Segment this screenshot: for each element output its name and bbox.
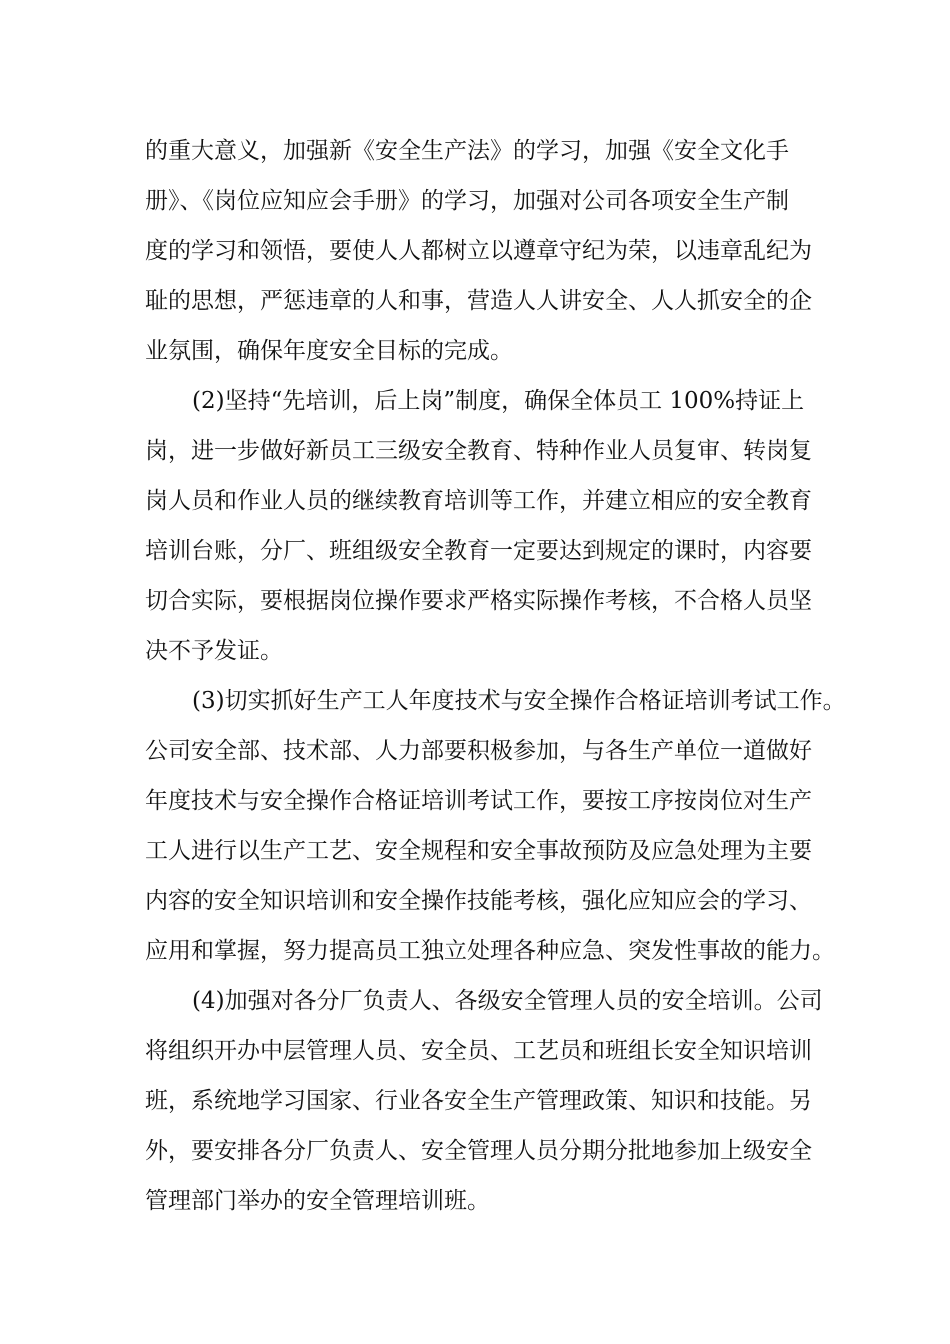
text-line: 度的学习和领悟，要使人人都树立以遵章守纪为荣，以违章乱纪为 <box>145 238 812 264</box>
paragraph-4-first-line: (4)加强对各分厂负责人、各级安全管理人员的安全培训。公司 <box>192 988 823 1014</box>
text-line: 岗，进一步做好新员工三级安全教育、特种作业人员复审、转岗复 <box>145 438 812 464</box>
text-line: 工人进行以生产工艺、安全规程和安全事故预防及应急处理为主要 <box>145 838 812 864</box>
text-line: 决不予发证。 <box>145 638 283 664</box>
text-line: 公司安全部、技术部、人力部要积极参加，与各生产单位一道做好 <box>145 738 812 764</box>
paragraph-3-first-line: (3)切实抓好生产工人年度技术与安全操作合格证培训考试工作。 <box>192 688 846 714</box>
text-line: 内容的安全知识培训和安全操作技能考核，强化应知应会的学习、 <box>145 888 812 914</box>
text-line: 外，要安排各分厂负责人、安全管理人员分期分批地参加上级安全 <box>145 1138 812 1164</box>
text-line: 班，系统地学习国家、行业各安全生产管理政策、知识和技能。另 <box>145 1088 812 1114</box>
text-line: 耻的思想，严惩违章的人和事，营造人人讲安全、人人抓安全的企 <box>145 288 812 314</box>
text-line: 培训台账，分厂、班组级安全教育一定要达到规定的课时，内容要 <box>145 538 812 564</box>
text-line: 年度技术与安全操作合格证培训考试工作，要按工序按岗位对生产 <box>145 788 812 814</box>
text-line: 的重大意义，加强新《安全生产法》的学习，加强《安全文化手 <box>145 138 789 164</box>
text-line: 管理部门举办的安全管理培训班。 <box>145 1188 490 1214</box>
text-line: 册》、《岗位应知应会手册》的学习，加强对公司各项安全生产制 <box>145 188 789 214</box>
text-line: 将组织开办中层管理人员、安全员、工艺员和班组长安全知识培训 <box>145 1038 812 1064</box>
text-line: 岗人员和作业人员的继续教育培训等工作，并建立相应的安全教育 <box>145 488 812 514</box>
text-line: 切合实际，要根据岗位操作要求严格实际操作考核，不合格人员坚 <box>145 588 812 614</box>
text-line: 业氛围，确保年度安全目标的完成。 <box>145 338 513 364</box>
text-line: 应用和掌握，努力提高员工独立处理各种应急、突发性事故的能力。 <box>145 938 835 964</box>
paragraph-2-first-line: (2)坚持“先培训，后上岗”制度，确保全体员工 100%持证上 <box>192 388 805 414</box>
